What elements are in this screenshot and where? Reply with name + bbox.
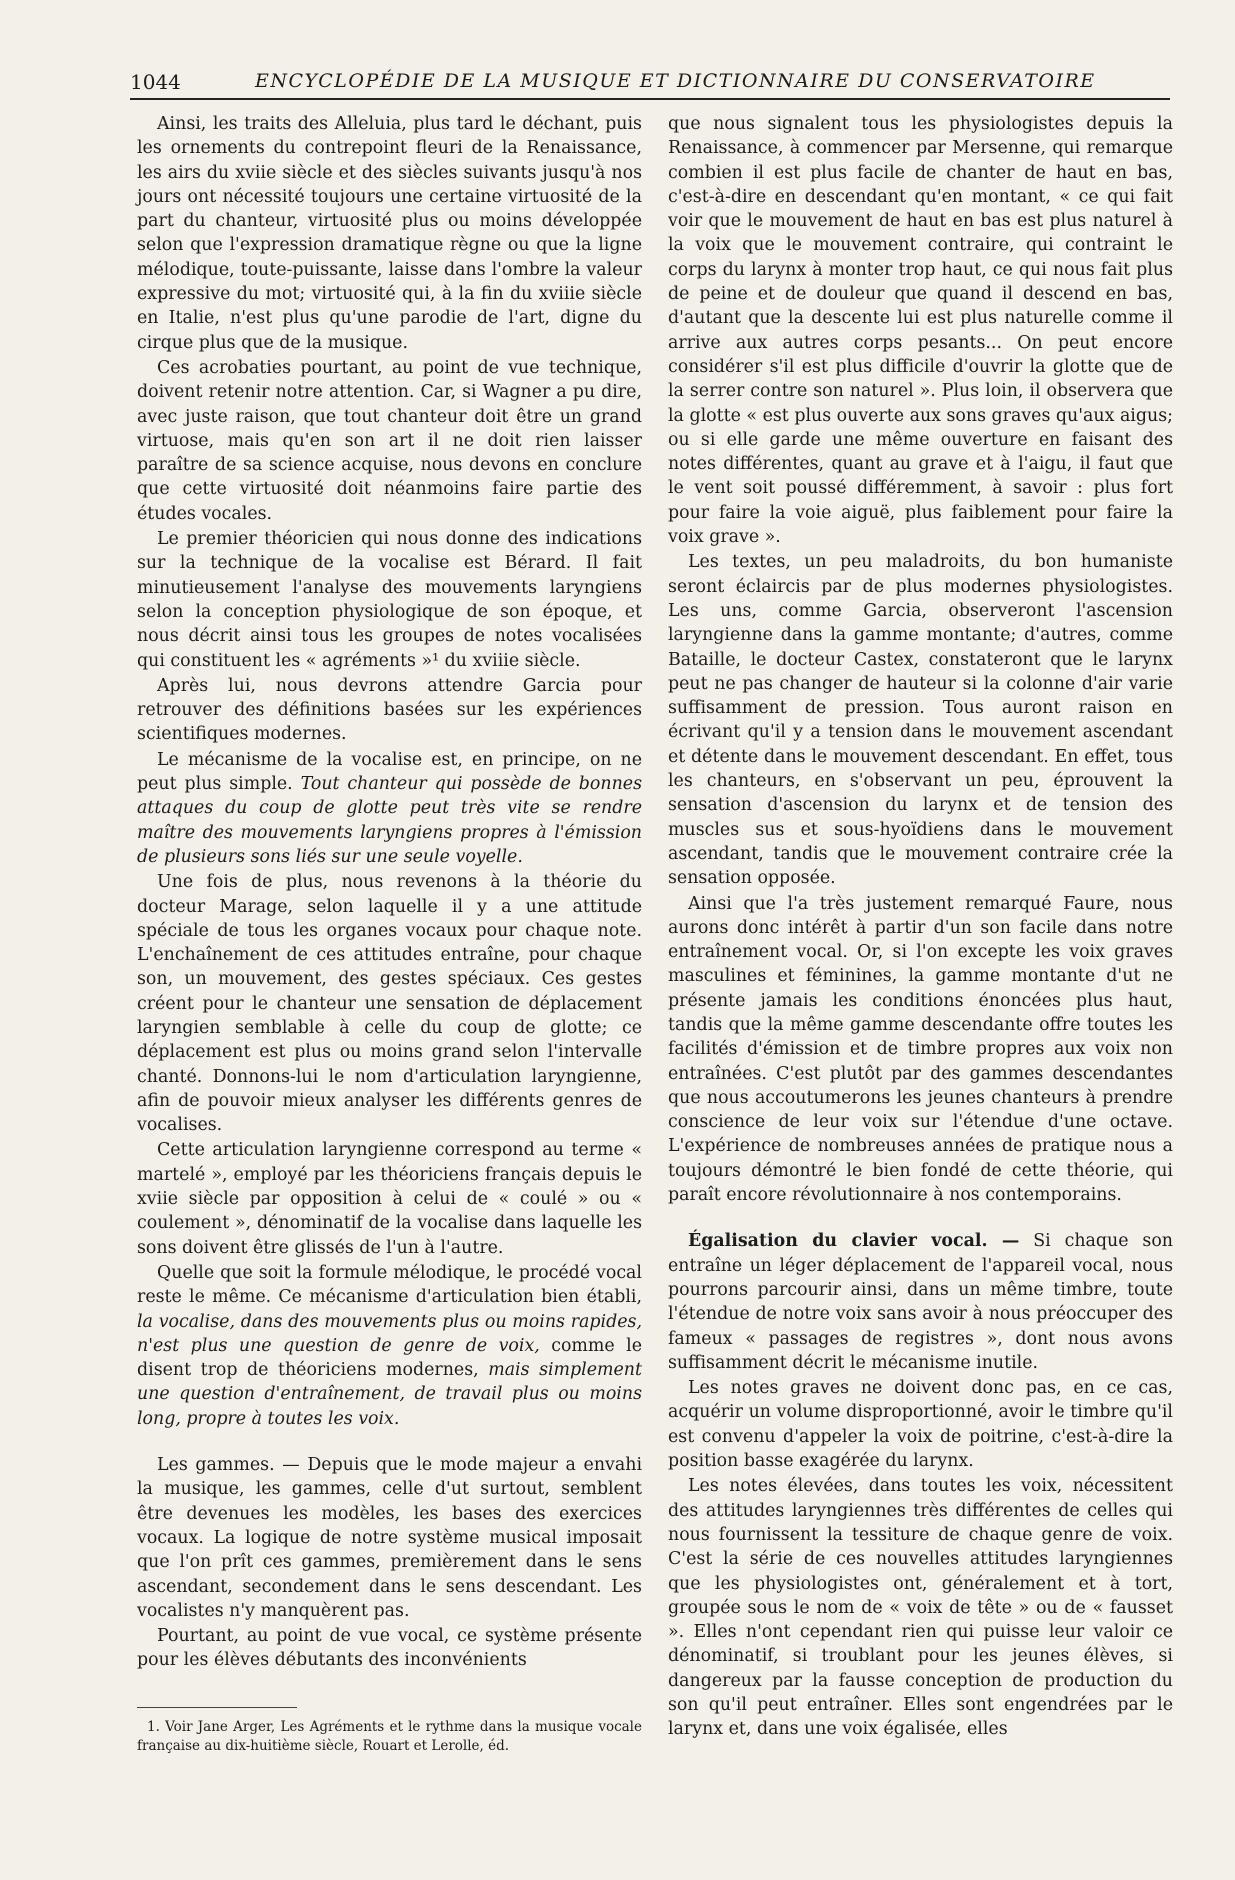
paragraph: Les notes graves ne doivent donc pas, en ce cas, acquérir un volume disproportionné, avoir le timbre qu'il est convenu d'appeler la voix de poitrine, c'est-à-dire la position basse exagérée du larynx. [668,1378,1173,1472]
paragraph: Ainsi que l'a très justement remarqué Faure, nous aurons donc intérêt à partir d'un son facile dans notre entraînement vocal. Or, si l'on excepte les voix graves masculines et féminines, la gamme montante d'ut ne présente jamais les conditions énoncées plus haut, tandis que la même gamme descendante offre toutes les facilités d'émission et de timbre propres aux voix non entraînées. C'est plutôt par des gammes descendantes que nous accoutumerons les jeunes chanteurs à prendre conscience de leur voix sur l'étendue d'une octave. L'expérience de nombreuses années de pratique nous a toujours démontré le bien fondé de cette théorie, qui paraît encore révolutionnaire à nos contemporains. [668,893,1173,1206]
paragraph [137,748,642,869]
paragraph: que nous signalent tous les physiologistes depuis la Renaissance, à commencer par Mersenne, qui remarque combien il est plus facile de chanter de haut en bas, c'est-à-dire en descendant qu'en montant, « ce qui fait voir que le mouvement de haut en bas est plus naturel à la voix que le mouvement contraire, qui contraint le corps du larynx à monter trop haut, ce qui nous fait plus de peine et de douleur que quand il descend en bas, d'autant que la descente lui est plus naturelle comme il arrive aux autres corps pesants... On peut encore considérer s'il est plus difficile d'ouvrir la glotte que de la serrer contre son naturel ». Plus loin, il observera que la glotte « est plus ouverte aux sons graves qu'aux aigus; ou si elle garde une même ouverture en faisant des notes différentes, quant au grave et à l'aigu, il faut que le vent soit poussé différemment, à savoir : plus fort pour faire la voie aiguë, plus faiblement pour faire la voix grave ». [668,114,1173,548]
right-column [668,112,1173,1743]
paragraph: Une fois de plus, nous revenons à la théorie du docteur Marage, selon laquelle il y a une attitude spéciale de tous les organes vocaux pour chaque note. L'enchaînement de ces attitudes entraîne, pour chaque son, un mouvement, des gestes spéciaux. Ces gestes créent pour le chanteur une sensation de déplacement laryngien semblable à celle du coup de glotte; ce déplacement est plus ou moins grand selon l'intervalle chanté. Donnons-lui le nom d'articulation laryngienne, afin de pouvoir mieux analyser les différents genres de vocalises. [137,872,642,1136]
paragraph: Après lui, nous devrons attendre Garcia pour retrouver des définitions basées sur les expériences scientifiques modernes. [137,675,642,745]
paragraph [137,1261,642,1431]
paragraph: Ces acrobaties pourtant, au point de vue technique, doivent retenir notre attention. Car, si Wagner a pu dire, avec juste raison, que tout chanteur doit être un grand virtuose, mais qu'en son art il ne doit rien laisser paraître de sa science acquise, nous devons en conclure que cette virtuosité doit néanmoins faire partie des études vocales. [137,357,642,524]
footnote-text: 1. Voir Jane Arger, Les Agréments et le rythme dans la musique vocale française au dix-huitième siècle, Rouart et Lerolle, éd. [137,1719,642,1754]
italic-run: Tout chanteur qui possède de bonnes attaques du coup de glotte peut très vite se rendre maître des mouvements laryngiens propres à l'émission de plusieurs sons liés sur une seule voyelle. [137,774,643,867]
text-run: Le mécanisme de la vocalise est, en principe, on ne peut plus simple. [137,749,642,795]
paragraph [137,1453,642,1623]
paragraph [668,1229,1173,1375]
paragraph: Les textes, un peu maladroits, du bon humaniste seront éclaircis par de plus modernes physiologistes. Les uns, comme Garcia, observeront l'ascension laryngienne dans la gamme montante; d'autres, comme Bataille, le docteur Castex, constateront que le larynx peut ne pas changer de hauteur si la colonne d'air varie suffisamment de pression. Tous auront raison en écrivant qu'il y a tension dans le mouvement ascendant et détente dans le mouvement descendant. En effet, tous les chanteurs, en s'observant un peu, éprouvent la sensation d'ascension du larynx et de tension des muscles sus et sous-hyoïdiens dans le mouvement ascendant, tandis que le mouvement contraire crée la sensation opposée. [668,552,1173,889]
text-run: Si chaque son entraîne un léger déplacement de l'appareil vocal, nous pourrons parcourir ainsi, dans un même timbre, toute l'étendue de notre voix sans avoir à nous préoccuper des fameux « passages de registres », dont nous avons suffisamment décrit le mécanisme inutile. [668,1231,1174,1373]
section-heading: Les gammes. — [157,1455,300,1476]
italic-run: la vocalise, dans des mouvements plus ou moins rapides, n'est plus une question de genre de voix, [137,1311,642,1356]
paragraph: Ainsi, les traits des Alleluia, plus tard le déchant, puis les ornements du contrepoint fleuri de la Renaissance, les airs du xviie siècle et des siècles suivants jusqu'à nos jours ont nécessité toujours une certaine virtuosité de la part du chanteur, virtuosité plus ou moins développée selon que l'expression dramatique règne ou que la ligne mélodique, toute-puissante, laisse dans l'ombre la valeur expressive du mot; virtuosité qui, à la fin du xviiie siècle en Italie, n'est plus qu'une parodie de l'art, digne du cirque plus que de la musique. [137,114,642,353]
paragraph: Le premier théoricien qui nous donne des indications sur la technique de la vocalise est Bérard. Il fait minutieusement l'analyse des mouvements laryngiens selon la conception physiologique de son époque, et nous décrit ainsi tous les groupes de notes vocalisées qui constituent les « agréments »¹ du xviiie siècle. [137,529,642,671]
section-heading: Égalisation du clavier vocal. — [688,1231,1020,1252]
text-run: comme le disent trop de théoriciens modernes, [137,1335,642,1381]
footnote [137,1718,642,1756]
page-number: 1044 [130,70,181,94]
italic-run: mais simplement une question d'entraînement, de travail plus ou moins long, propre à toutes les voix. [137,1360,642,1429]
paragraph: Cette articulation laryngienne correspond au terme « martelé », employé par les théoriciens français depuis le xviie siècle par opposition à celui de « coulé » ou « coulement », dénominatif de la vocalise dans laquelle les sons doivent être glissés de l'un à l'autre. [137,1140,642,1258]
running-title: ENCYCLOPÉDIE DE LA MUSIQUE ET DICTIONNAIRE DU CONSERVATOIRE [255,70,1096,92]
page-header [130,68,1170,100]
paragraph: Pourtant, au point de vue vocal, ce système présente pour les élèves débutants des inconvénients [137,1626,642,1671]
footnote-rule [137,1707,297,1708]
left-column [137,112,642,1674]
text-run: Quelle que soit la formule mélodique, le procédé vocal reste le même. Ce mécanisme d'articulation bien établi, [137,1262,642,1308]
text-run: Depuis que le mode majeur a envahi la musique, les gammes, celle d'ut surtout, semblent être devenues les modèles, les bases des exercices vocaux. La logique de notre système musical imposait que l'on prît ces gammes, premièrement dans le sens ascendant, secondement dans le sens descendant. Les vocalistes n'y manquèrent pas. [137,1455,643,1621]
paragraph: Les notes élevées, dans toutes les voix, nécessitent des attitudes laryngiennes très différentes de celles qui nous fournissent la tessiture de chaque genre de voix. C'est la série de ces nouvelles attitudes laryngiennes que les physiologistes ont, généralement et à tort, groupée sous le nom de « voix de tête » ou de « fausset ». Elles n'ont cependant rien qui puisse leur valoir ce dénominatif, si troublant pour les jeunes élèves, si dangereux par la fausse conception de production du son qu'il peut entraîner. Elles sont engendrées par le larynx et, dans une voix égalisée, elles [668,1476,1173,1740]
